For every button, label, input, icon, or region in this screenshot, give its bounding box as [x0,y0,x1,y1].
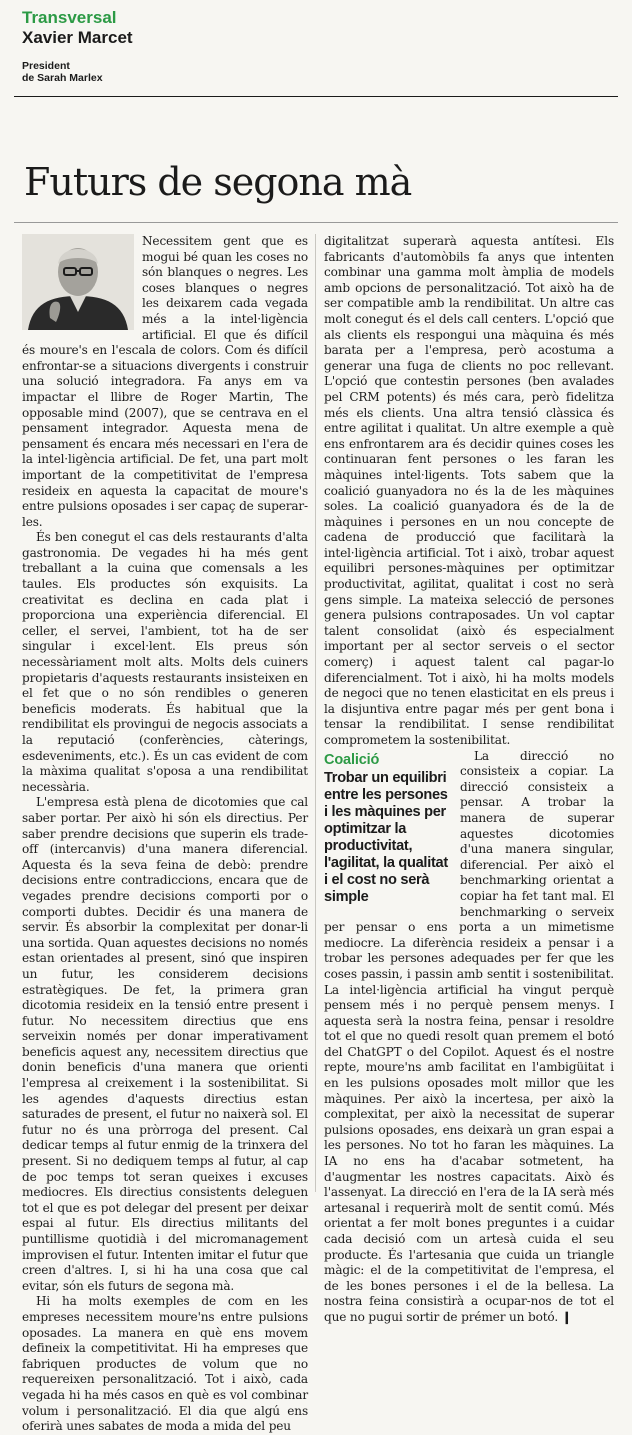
paragraph: digitalitzat superarà aquesta antítesi. Els fabricants d'automòbils fa anys que intenten combinar una gamma molt àmplia de models amb opcions de personalització. Tot això ha de ser compatible amb la rendibilitat. Un altre cas molt conegut és el dels call centers. L'opció que als clients els respongui una màquina és més barata per a l'empresa, però acostuma a generar una fuga de clients no poc rellevant. L'opció que contestin persones (ben avalades pel CRM potents) és més cara, però fidelitza més els clients. Una altra tensió clàssica és entre agilitat i qualitat. Un altre exemple a què ens enfrontarem ara és decidir quines coses les continuaran fent persones o les faran les màquines intel·ligents. Tots sabem que la coalició guanyadora no és la de les màquines soles. La coalició guanyadora és de la de màquines i persones en un nou concepte de cadena de producció que facilitarà la intel·ligència artificial. Tot i això, trobar aquest equilibri persones-màquines per optimitzar productivitat, agilitat, qualitat i cost no serà gens simple. La mateixa selecció de persones genera pulsions contraposades. Un vol captar talent consolidat (això és especialment important per al sector serveis o el sector comerç) i aquest talent cal pagar-lo diferencialment. Tot i això, hi ha molts models de negoci que no tenen elasticitat en els preus i la disjuntiva entre pagar més per gent bona i tensar la rendibilitat. I sense rendibilitat comprometem la sostenibilitat. [324,234,614,747]
paragraph: L'empresa està plena de dicotomies que cal saber portar. Per això hi són els directius. Per saber prendre decisions que superin els trade-off (intercanvis) d'una manera diferencial. Aquesta és la seva feina de debò: prendre decisions entre contradiccions, encara que de vegades prendre decisions comporti por o comporti dubtes. Decidir és una manera de servir. És absorbir la complexitat per donar-li una sortida. Quan aquestes decisions no només estan orientades al present, sinó que inspiren un futur, les considerem decisions estratègiques. De fet, la primera gran dicotomia resideix en la tensió entre present i futur. No necessitem directius que ens serveixin només per donar imperativament beneficis aquest any, necessitem directius que donin beneficis d'una manera que orienti l'empresa al creixement i la sostenibilitat. Si les agendes d'aquests directius estan saturades de present, el futur no naixerà sol. El futur no és una pròrroga del present. Cal dedicar temps al futur enmig de la trinxera del present. Si no dediquem temps al futur, al cap de poc temps tot seran queixes i excuses mediocres. Els directius consistents deleguen tot el que es pot delegar del present per deixar espai al futur. Els directius militants del puntillisme quotidià i del micromanagement improvisen el futur. Intenten imitar el futur que creen d'altres. I, si hi ha una cosa que cal evitar, són els futurs de segona mà. [22,795,308,1293]
article-headline: Futurs de segona mà [24,160,412,204]
pull-quote [324,753,448,907]
paragraph: Hi ha molts exemples de com en les empreses necessitem moure'ns entre pulsions oposades. La manera en què ens movem defineix la competitivitat. Hi ha empreses que fabriquen productes de volum que no requereixen personalització. Tot i això, cada vegada hi ha més casos en què es vol combinar volum i personalització. El dia que algú ens oferirà unes sabates de moda a mida del peu [22,1294,308,1434]
author-photo [22,234,134,330]
pull-quote-tag: Coalició [324,751,380,768]
column-divider [315,234,316,1192]
author-portrait-image [22,234,134,330]
author-role-line1: President [22,60,70,72]
paragraph-text: La direcció no consisteix a copiar. La direcció consisteix a pensar. A trobar la manera de superar aquestes dicotomies d'una manera singular, diferencial. Per això el benchmarking orientat a copiar ha fet tant mal. El benchmarking o serveix per pensar o ens porta a un mimetisme mediocre. La diferència resideix a pensar i a trobar les persones adequades per fer que les coses passin, i passin amb sentit i sostenibilitat. La intel·ligència artificial ha vingut perquè pensem més i no perquè pensem menys. I aquesta serà la nostra feina, pensar i resoldre tot el que no quedi resolt quan premem el botó del ChatGPT o del Copilot. Aquest és el nostre repte, moure'ns amb facilitat en l'ambigüitat i en les pulsions oposades molt millor que les màquines. Per això la incertesa, per això la complexitat, per això la necessitat de superar pulsions oposades, ens deixarà un gran espai a les persones. No tot ho faran les màquines. La IA no ens ha d'acabar sotmetent, ha d'augmentar les nostres capacitats. Això és l'assenyat. La direcció en l'era de la IA serà més artesanal i requerirà molt de sentit comú. Més orientat a fer molt bones preguntes i a cuidar cada decisió com un artesà cuida el seu producte. És l'artesania que cuida un triangle màgic: el de la competitivitat de l'empresa, el de les bones persones i el de la bellesa. La nostra feina consistirà a ocupar-nos de tot el que no pugui sortir de prémer un botó. [324,748,614,1324]
paragraph: Necessitem gent que es mogui bé quan les coses no són blanques o negres. Les coses blanques o negres les deixarem cada vegada més a la intel·ligència artificial. El que és difícil és moure's en l'escala de colors. Com és difícil enfrontar-se a situacions divergents i construir una solució integradora. Fa anys em va impactar el llibre de Roger Martin, The opposable mind (2007), que se centrava en el pensament integrador. Aquesta mena de pensament és encara més necessari en l'era de la intel·ligència artificial. De fet, una part molt important de la competitivitat de l'empresa resideix en aquesta la capacitat de moure's entre pulsions oposades i ser capaç de superar-les. [22,234,308,529]
author-role-line2: de Sarah Marlex [22,72,103,84]
section-tag: Transversal [22,8,117,27]
end-mark: ❙ [561,1309,572,1324]
column-right [324,234,614,1326]
header-rule [14,96,618,97]
pull-quote-text: Trobar un equilibri entre les persones i les màquines per optimitzar la productivitat, l'agilitat, la qualitat i el cost no serà simple [324,770,448,906]
headline-rule [14,222,618,223]
paragraph: És ben conegut el cas dels restaurants d'alta gastronomia. De vegades hi ha més gent treballant a la cuina que comensals a les taules. Els productes són exquisits. La creativitat es declina en cada plat i proporciona una experiència diferencial. El celler, el servei, l'ambient, tot ha de ser singular i excel·lent. Els preus són necessàriament molt alts. Molts dels cuiners propietaris d'aquests restaurants insisteixen en el fet que o no són rendibles o generen beneficis moderats. És habitual que la rendibilitat els provingui de negocis associats a la reputació (conferències, càterings, esdeveniments, etc.). És un cas evident de com la màxima qualitat s'oposa a una rendibilitat necessària. [22,530,308,794]
author-role [22,60,103,84]
author-name: Xavier Marcet [22,28,133,47]
column-left [22,234,308,1435]
